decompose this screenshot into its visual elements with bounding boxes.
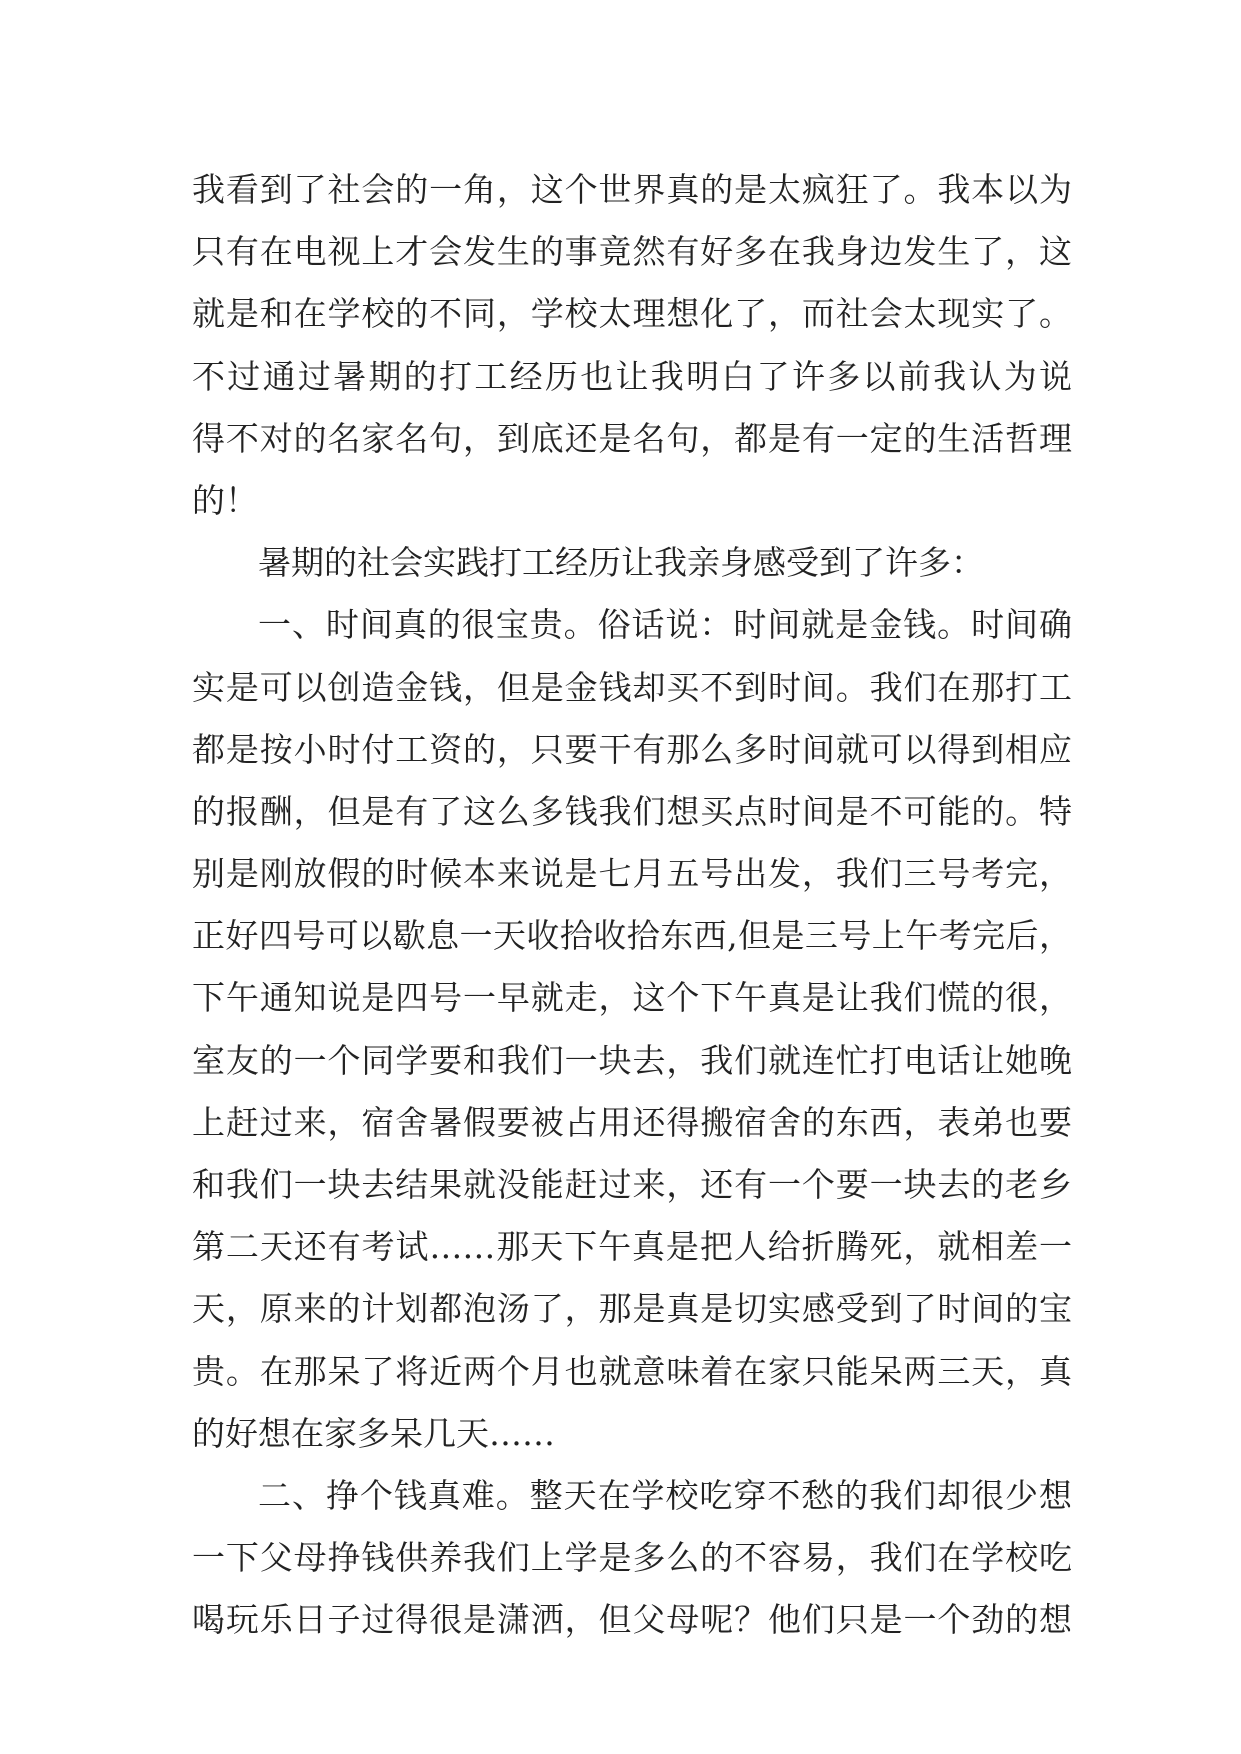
text-line: 和我们一块去结果就没能赶过来，还有一个要一块去的老乡 <box>192 1165 1072 1204</box>
text-line: 喝玩乐日子过得很是潇洒，但父母呢？他们只是一个劲的想 <box>192 1600 1072 1640</box>
text-line: 实是可以创造金钱，但是金钱却买不到时间。我们在那打工 <box>192 667 1072 707</box>
text-line: 我看到了社会的一角，这个世界真的是太疯狂了。我本以为 <box>192 170 1072 209</box>
text-line: 别是刚放假的时候本来说是七月五号出发，我们三号考完， <box>192 854 1072 894</box>
text-line: 不过通过暑期的打工经历也让我明白了许多以前我认为说 <box>192 356 1072 396</box>
text-line: 正好四号可以歇息一天收拾收拾东西,但是三号上午考完后， <box>192 916 1072 956</box>
text-line: 都是按小时付工资的，只要干有那么多时间就可以得到相应 <box>192 729 1072 769</box>
text-line: 二、挣个钱真难。整天在学校吃穿不愁的我们却很少想 <box>258 1475 1072 1515</box>
body-text <box>192 159 1072 1652</box>
text-line: 天，原来的计划都泡汤了，那是真是切实感受到了时间的宝 <box>192 1289 1072 1329</box>
text-line: 室友的一个同学要和我们一块去，我们就连忙打电话让她晚 <box>192 1040 1072 1080</box>
text-line: 下午通知说是四号一早就走，这个下午真是让我们慌的很， <box>192 978 1072 1018</box>
text-line: 只有在电视上才会发生的事竟然有好多在我身边发生了，这 <box>192 232 1072 272</box>
text-line: 上赶过来，宿舍暑假要被占用还得搬宿舍的东西，表弟也要 <box>192 1102 1072 1142</box>
text-line: 暑期的社会实践打工经历让我亲身感受到了许多： <box>258 543 984 583</box>
text-line: 的好想在家多呆几天…… <box>192 1413 555 1453</box>
text-line: 的！ <box>192 480 258 520</box>
text-line: 的报酬，但是有了这么多钱我们想买点时间是不可能的。特 <box>192 791 1072 831</box>
text-line: 一、时间真的很宝贵。俗话说：时间就是金钱。时间确 <box>258 605 1072 645</box>
text-line: 贵。在那呆了将近两个月也就意味着在家只能呆两三天，真 <box>192 1351 1072 1391</box>
text-line: 一下父母挣钱供养我们上学是多么的不容易，我们在学校吃 <box>192 1538 1072 1578</box>
text-line: 第二天还有考试……那天下午真是把人给折腾死，就相差一 <box>192 1227 1072 1267</box>
text-line: 就是和在学校的不同，学校太理想化了，而社会太现实了。 <box>192 294 1072 334</box>
text-line: 得不对的名家名句，到底还是名句，都是有一定的生活哲理 <box>192 418 1072 458</box>
